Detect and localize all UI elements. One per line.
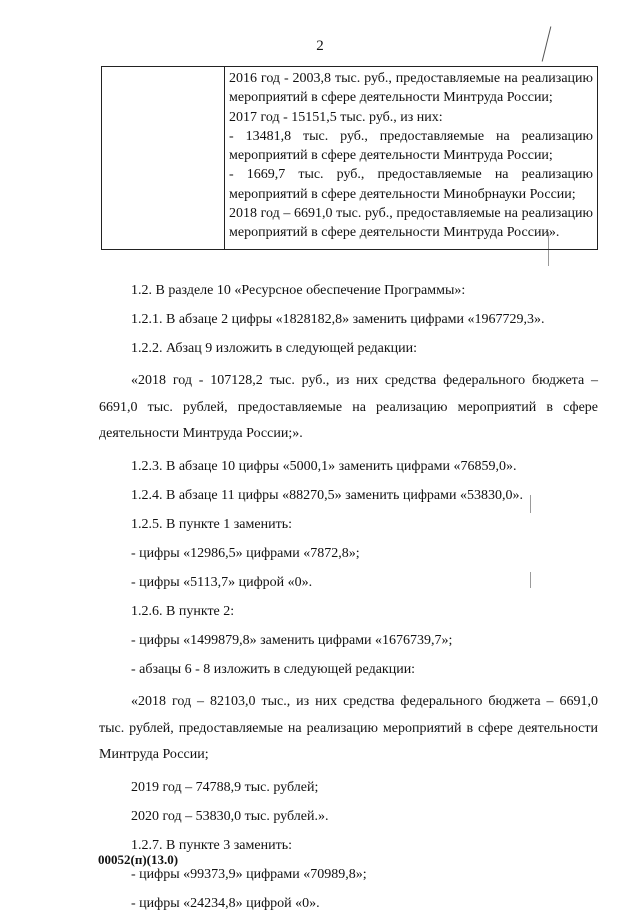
table-line: - 1669,7 тыс. руб., предоставляемые на реализацию мероприятий в сфере деятельности Минобрнауки России; <box>229 167 593 202</box>
paragraph: - цифры «24234,8» цифрой «0». <box>131 896 320 911</box>
paragraph: 1.2.3. В абзаце 10 цифры «5000,1» заменить цифрами «76859,0». <box>131 459 517 474</box>
paragraph: 1.2.1. В абзаце 2 цифры «1828182,8» заменить цифрами «1967729,3». <box>131 312 545 327</box>
table-row <box>102 67 598 250</box>
funding-table <box>101 66 598 250</box>
page-number: 2 <box>316 38 324 54</box>
paragraph: 1.2.2. Абзац 9 изложить в следующей редакции: <box>131 341 418 356</box>
paragraph: 1.2.5. В пункте 1 заменить: <box>131 517 292 532</box>
paragraph: 1.2. В разделе 10 «Ресурсное обеспечение Программы»: <box>131 283 466 298</box>
table-text-cell <box>225 67 598 250</box>
paragraph: - цифры «12986,5» цифрами «7872,8»; <box>131 546 360 561</box>
table-label-cell <box>102 67 225 250</box>
paragraph: 1.2.6. В пункте 2: <box>131 604 235 619</box>
document-code: 00052(п)(13.0) <box>98 852 179 867</box>
document-body <box>99 281 598 923</box>
paragraph: «2018 год - 107128,2 тыс. руб., из них средства федерального бюджета – 6691,0 тыс. рублей, предоставляемые на реализацию мероприятий в сфере деятельности Минтруда России;». <box>99 373 598 441</box>
table-line: 2018 год – 6691,0 тыс. руб., предоставляемые на реализацию мероприятий в сфере деятельности Минтруда России». <box>229 206 593 241</box>
paragraph: - цифры «5113,7» цифрой «0». <box>131 575 313 590</box>
paragraph: - абзацы 6 - 8 изложить в следующей редакции: <box>131 662 416 677</box>
paragraph: 1.2.4. В абзаце 11 цифры «88270,5» заменить цифрами «53830,0». <box>131 488 523 503</box>
paragraph: 2019 год – 74788,9 тыс. рублей; <box>131 780 319 795</box>
paragraph: 2020 год – 53830,0 тыс. рублей.». <box>131 809 329 824</box>
paragraph: «2018 год – 82103,0 тыс., из них средства федерального бюджета – 6691,0 тыс. рублей, предоставляемые на реализацию мероприятий в сфере деятельности Минтруда России; <box>99 694 598 762</box>
table-line: 2017 год - 15151,5 тыс. руб., из них: <box>229 109 443 125</box>
paragraph: - цифры «99373,9» цифрами «70989,8»; <box>131 867 367 882</box>
table-line: 2016 год - 2003,8 тыс. руб., предоставляемые на реализацию мероприятий в сфере деятельности Минтруда России; <box>229 71 593 106</box>
paragraph: 1.2.7. В пункте 3 заменить: <box>131 838 292 853</box>
paragraph: - цифры «1499879,8» заменить цифрами «1676739,7»; <box>131 633 453 648</box>
table-line: - 13481,8 тыс. руб., предоставляемые на реализацию мероприятий в сфере деятельности Минтруда России; <box>229 128 593 164</box>
